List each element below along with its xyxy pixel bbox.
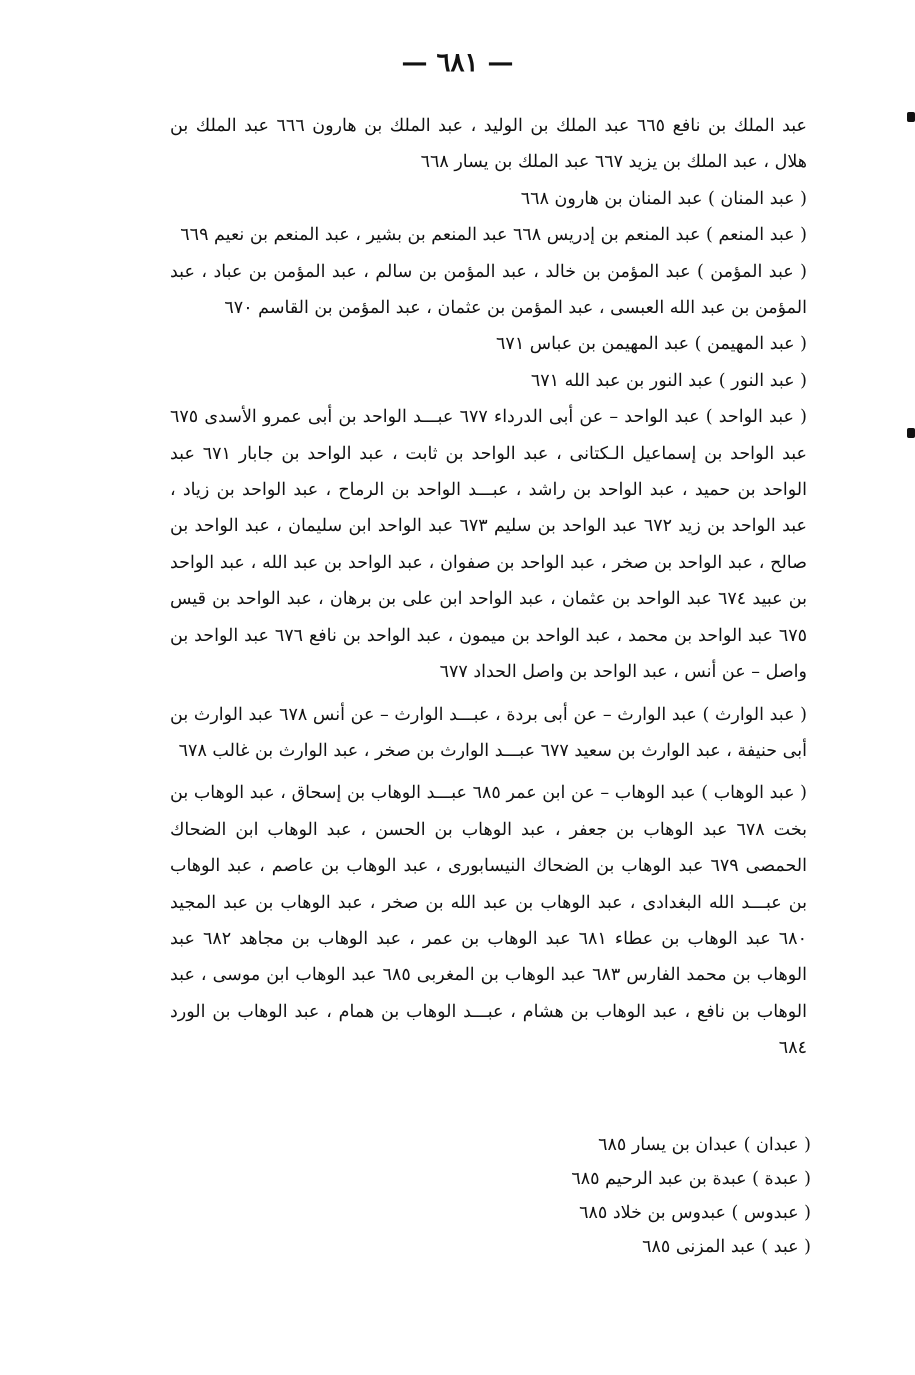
index-entry-abd-al-warith: ( عبد الوارث ) عبد الوارث – عن أبى بردة ، عبـــد الوارث – عن أنس ٦٧٨ عبد الوارث بن أبى حنيفة ، عبد الوارث بن سعيد ٦٧٧ عبـــد الوارث بن صخر ، عبد الوارث بن غالب ٦٧٨ (170, 704, 808, 761)
index-entry-abda: ( عبدة ) عبدة بن عبد الرحيم ٦٨٥ (571, 1169, 811, 1189)
margin-mark (907, 112, 915, 122)
index-entry-abd-al-mannan: ( عبد المنان ) عبد المنان بن هارون ٦٦٨ (520, 188, 807, 209)
index-entry-abdan: ( عبدان ) عبدان بن يسار ٦٨٥ (598, 1135, 811, 1155)
index-entry-abd-al-munim: ( عبد المنعم ) عبد المنعم بن إدريس ٦٦٨ عبد المنعم بن بشير ، عبد المنعم بن نعيم ٦٦٩ (180, 225, 807, 246)
index-entry-abdus: ( عبدوس ) عبدوس بن خلاد ٦٨٥ (579, 1203, 811, 1223)
index-short-entries (571, 1128, 811, 1264)
index-entry-abd: ( عبد ) عبد المزنى ٦٨٥ (642, 1237, 811, 1257)
index-entry-abd-al-malik: عبد الملك بن نافع ٦٦٥ عبد الملك بن الوليد ، عبد الملك بن هارون ٦٦٦ عبد الملك بن هلال ، عبد الملك بن يزيد ٦٦٧ عبد الملك بن يسار ٦٦٨ (170, 116, 808, 173)
index-entry-abd-al-nur: ( عبد النور ) عبد النور بن عبد الله ٦٧١ (530, 370, 807, 391)
page-number: — ٦٨١ — (401, 48, 514, 78)
index-entry-abd-al-wahhab: ( عبد الوهاب ) عبد الوهاب – عن ابن عمر ٦٨٥ عبـــد الوهاب بن إسحاق ، عبد الوهاب بن بخت ٦٧٨ عبد الوهاب بن جعفر ، عبد الوهاب بن الحسن ، عبد الوهاب ابن الضحاك الحمصى ٦٧٩ عبد الوهاب بن الضحاك النيسابورى ، عبد الوهاب بن عاصم ، عبد الوهاب بن عبـــد الله البغدادى ، عبد الوهاب بن عبد الله بن صخر ، عبد الوهاب بن عبد المجيد ٦٨٠ عبد الوهاب بن عطاء ٦٨١ عبد الوهاب بن عمر ، عبد الوهاب بن مجاهد ٦٨٢ عبد الوهاب بن محمد الفارس ٦٨٣ عبد الوهاب بن المغربى ٦٨٥ عبد الوهاب ابن موسى ، عبد الوهاب بن نافع ، عبد الوهاب بن هشام ، عبـــد الوهاب بن همام ، عبد الوهاب بن الورد ٦٨٤ (170, 783, 807, 1059)
index-entry-abd-al-wahid: ( عبد الواحد ) عبد الواحد – عن أبى الدرداء ٦٧٧ عبـــد الواحد بن أبى عمرو الأسدى ٦٧٥ عبد الواحد بن إسماعيل الـكتانى ، عبد الواحد بن ثابت ، عبد الواحد بن جابار ٦٧١ عبد الواحد بن حميد ، عبد الواحد بن راشد ، عبـــد الواحد بن الرماح ، عبد الواحد بن زياد ، عبد الواحد بن زيد ٦٧٢ عبد الواحد بن سليم ٦٧٣ عبد الواحد ابن سليمان ، عبد الواحد بن صالح ، عبد الواحد بن صخر ، عبد الواحد بن صفوان ، عبد الواحد بن عبد الله ، عبد الواحد بن عبيد ٦٧٤ عبد الواحد بن عثمان ، عبد الواحد ابن على بن برهان ، عبد الواحد بن قيس ٦٧٥ عبد الواحد بن محمد ، عبد الواحد بن ميمون ، عبد الواحد بن نافع ٦٧٦ عبد الواحد بن واصل – عن أنس ، عبد الواحد بن واصل الحداد ٦٧٧ (170, 407, 808, 683)
index-entries (170, 108, 835, 1067)
margin-mark (907, 428, 915, 438)
index-entry-abd-al-mumin: ( عبد المؤمن ) عبد المؤمن بن خالد ، عبد المؤمن بن سالم ، عبد المؤمن بن عباد ، عبد المؤمن بن عبد الله العبسى ، عبد المؤمن بن عثمان ، عبد المؤمن بن القاسم ٦٧٠ (170, 261, 807, 319)
index-entry-abd-al-muhaymin: ( عبد المهيمن ) عبد المهيمن بن عباس ٦٧١ (496, 334, 807, 355)
